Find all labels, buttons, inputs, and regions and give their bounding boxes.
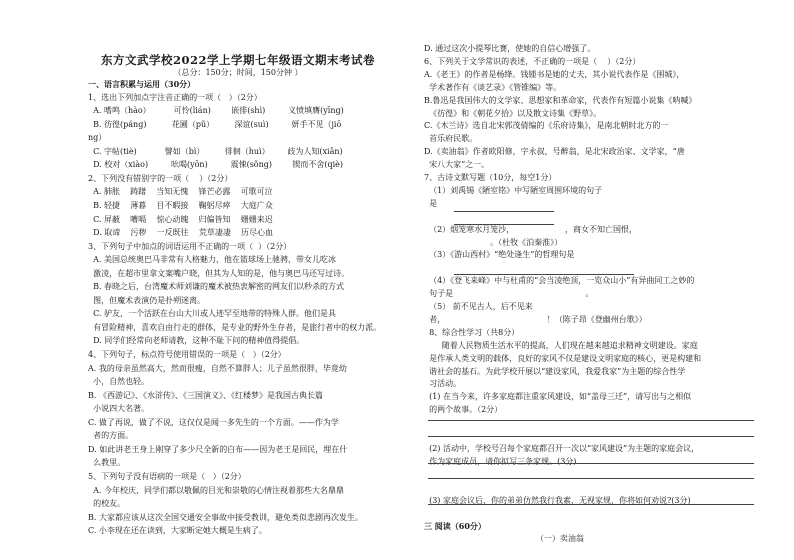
right-text-line: (2) 活动中，学校号召每个家庭都召开一次以“家风建设”为主题的家庭会议， (424, 443, 700, 453)
right-text-line: 学术著作有《谈艺录》《管锥编》等。 (424, 82, 562, 92)
right-text-line: A.《老王》的作者是杨绛。钱锺书是她的丈夫，其小说代表作是《围城》， (424, 69, 685, 79)
left-text-line: D. 取谛 污秽 一反既往 荒草凄凄 历尽心血 (88, 228, 273, 238)
left-text-line: C. 做了再说，做了不说，这仅仅是闻一多先生的一个方面。——作为学 (88, 417, 339, 427)
right-text-line: 。（杜牧《泊秦淮》） (424, 237, 563, 247)
right-text-line: 习活动。 (424, 379, 462, 389)
left-text-line: 5、下列句子没有语病的一项是（ ）（2分） (88, 471, 246, 481)
answer-line (428, 504, 754, 505)
left-text-line: B. 彷徨(páng) 花圃（pǔ） 深谊(suì) 妍手不见（jiō (88, 119, 342, 129)
right-text-line: D.《卖油翁》作者欧阳修，字永叔，号醉翁，是北宋政治家、文学家，“唐 (424, 147, 685, 157)
left-text-line: 小，自然也轻。 (88, 377, 150, 387)
left-text-line: C. 小李现在还在读到，大家断定她大概是生病了。 (88, 526, 267, 536)
right-text-line: 6、下列关于文学常识的表述，不正确的一项是（ ）（2分） (424, 56, 641, 66)
right-text-line: (3) 家庭会议后，你的弟弟仿然我行我素，无视家规，你将如何劝说?(3分) (424, 495, 691, 505)
left-text-line: 3、下列句子中加点的词语运用不正确的一项（ ）（2分） (88, 241, 292, 251)
left-text-line: B. 《西游记》、《水浒传》、《三国演义》、《红楼梦》是我国古典长篇 (88, 390, 323, 400)
right-text-line: (1) 在当今来，许多家庭都注重家风建设，如“盖母三迁”，请写出与之相似 (424, 392, 692, 402)
right-text-line: 随着人民物质生活水平的提高，人们现在越来越追求精神文明建设。家庭 (424, 340, 698, 350)
left-text-line: 图，但魔术表演仍是扑朔迷离。 (88, 295, 206, 305)
left-text-line: B. 轻捷 薄暮 目不暇接 鞠躬尽瘁 大庭广众 (88, 200, 273, 210)
exam-subtitle: （总分：150分；时间，150分钟 ） (173, 68, 303, 77)
right-text-line: 是作承人类文明的载体，良好的家风不仅是建设文明家庭的核心，更是构建和 (424, 353, 702, 363)
right-text-line: （2）烟笼寒水月笼沙， ，商女不知亡国恨， (424, 224, 638, 234)
exam-title: 东方文武学校2022学上学期七年级语文期末考试卷 (100, 53, 375, 67)
left-text-line: A. 肺胀 踌躇 当知无愧 锋芒必露 可歌可泣 (88, 187, 273, 197)
right-text-line: 首乐府民歌。 (424, 134, 478, 144)
left-text-line: B. 春晓之后，台湾魔术师刘谦的魔术被热衷解密的网友们以秒杀的方式 (88, 282, 345, 292)
left-text-line: 1、选出下列加点字注音正确的一项（ ）（2分） (88, 92, 262, 102)
left-text-line: 小说四大名著。 (88, 404, 150, 414)
right-text-line: （5） 前不见古人，后不见来 (424, 302, 533, 311)
right-text-line: 作为家庭成员，请你拟写三条家规。(3分) (424, 456, 577, 466)
left-text-line: A. 我的母亲虽然高大，然而很瘦，自然不算胖人；儿子虽然很胖，毕竟幼 (88, 363, 347, 373)
right-text-line: 的两个故事。（2分） (424, 405, 503, 415)
right-text-line: （1）刘禹锡《陋室铭》中写陋室周围环境的句子 (424, 185, 603, 195)
right-text-line: D. 通过这次小提琴比赛，使她的自信心增强了。 (424, 44, 596, 53)
answer-line (428, 436, 754, 437)
left-text-line: 4、下列句子，标点符号使用错误的一项是（ ）（2分） (88, 350, 286, 359)
right-text-line: （4）《登飞来峰》中与杜甫的“会当凌绝顶，一览众山小”有异曲同工之妙的 (424, 276, 695, 286)
left-text-line: 的校友。 (88, 499, 126, 509)
left-text-line: 激凌，在超市里拿文案嘴户晓，但其为人知的是，他与奥巴马还写过诗。 (88, 268, 350, 278)
left-text-line: D. 如此讲老王身上刚穿了多少尺全新的白布——因为老王是回民，埋在什 (88, 444, 348, 454)
left-text-line: B. 大家都应该从这次全国交通安全事故中接受教训，避免类似悲剧再次发生。 (88, 512, 363, 522)
left-text-line: D. 同学们经常向老师请教，这种不耻下问的精神值得提倡。 (88, 336, 305, 346)
answer-line (454, 211, 554, 212)
right-text-line: 三 阅读（60分） (424, 521, 486, 532)
left-text-line: A. 今年校庆，同学们都以敬佩的目光和崇敬的心情注视着那些大名鼎鼎 (88, 485, 344, 495)
left-text-line: C. 字帖(tiè) 譬如（bì） 徘徊（huì） 歧为人知(xiǎn) (88, 146, 343, 156)
left-text-line: A. 美国总统奥巴马非常有人格魅力，他在篮球场上驰骋，带女儿吃冰 (88, 255, 336, 265)
right-text-line: B.鲁迅是我国伟大的文学家、思想家和革命家，代表作有短篇小说集《呐喊》 (424, 95, 697, 105)
left-text-line: C. 驴友，一个活跃在台山大川或人迹罕至地带的特殊人群。他们是具 (88, 309, 337, 319)
left-text-line: 有冒险精神，喜欢自由行走的群体，是专业的野外生存者，是旅行者中的权力派。 (88, 322, 382, 332)
left-text-line: A. 嗜鸣（hào） 可怜(lián) 嵌排(shì) 义愤填膺(yīng) (88, 106, 344, 116)
answer-line (454, 224, 554, 225)
right-text-line: 《彷徨》和《朝花夕拾》以及散文诗集《野草》。 (424, 108, 602, 118)
left-text-line: ng） (88, 133, 107, 143)
right-text-line: 是 (424, 198, 438, 208)
answer-line (428, 478, 754, 479)
right-text-line: （3）《游山西村》“绝处逢生”的哲理句是 (424, 250, 575, 260)
right-text-line: 者， ！（陈子昂《登幽州台歌》） (424, 314, 647, 324)
right-text-line: 宋八大家”之一。 (424, 160, 490, 170)
right-text-line: 7、古诗文默写题（10分，每空1分） (424, 173, 557, 182)
answer-line (428, 420, 754, 421)
answer-line (428, 463, 754, 464)
left-text-line: C. 屏蔽 嘈嗝 惊心动魄 归偏皆知 姗姗来迟 (88, 214, 273, 224)
left-text-line: 2、下列没有错别字的一项（ ）（2分） (88, 173, 233, 183)
left-text-line: D. 校对（xiào) 吆喝(yōn) 震悚(sǒng) 锲而不舍(qiè) (88, 160, 344, 170)
right-text-line: （一）卖油翁 (424, 534, 584, 544)
right-text-line: C.《木兰诗》选自北宋郭茂倩编的《乐府诗集》，是南北朝时北方的一 (424, 121, 669, 131)
right-text-line: 8、综合性学习（共8分） (424, 327, 520, 337)
left-text-line: 者的方面。 (88, 431, 134, 441)
left-text-line: 一、语言积累与运用（30分） (88, 79, 196, 89)
right-text-line: 句子是 。 (424, 289, 594, 299)
right-text-line: 谐社会的基石。为此学校开展以“建设家风，我爱我家”为主题的综合性学 (424, 366, 686, 376)
answer-line (454, 274, 634, 275)
left-text-line: 么教里。 (88, 458, 126, 468)
